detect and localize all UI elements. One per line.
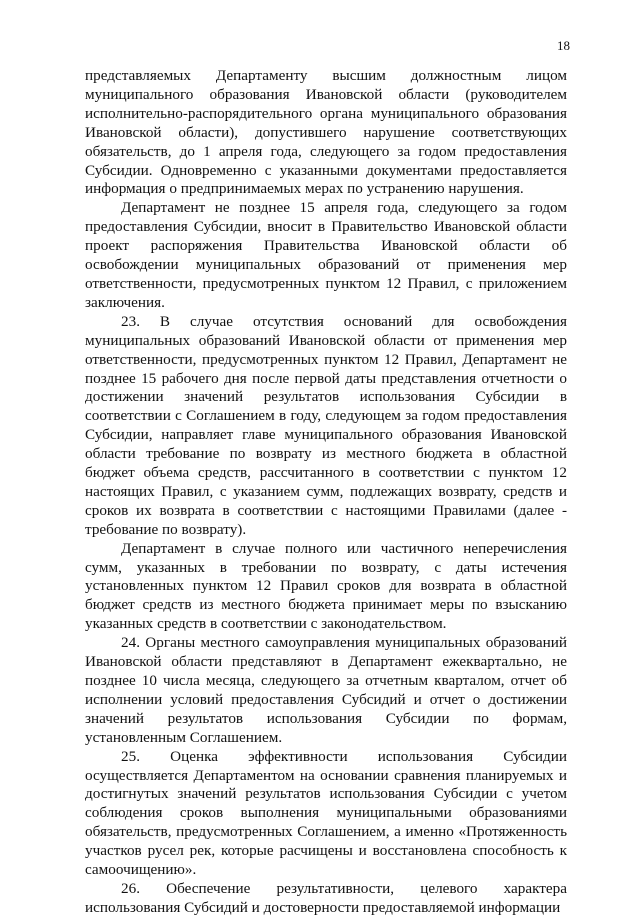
paragraph-continuation: представляемых Департаменту высшим должностным лицом муниципального образования Ивановской области (руководителем исполнительно-распорядительного органа муниципального образования Ивановской области), допустившего нарушение соответствующих обязательств, до 1 апреля года, следующего за годом предоставления Субсидии. Одновременно с указанными документами предоставляется информация о предпринимаемых мерах по устранению нарушения. bbox=[85, 67, 567, 198]
paragraph-item-25: 25. Оценка эффективности использования Субсидии осуществляется Департаментом на основании сравнения планируемых и достигнутых значений результатов использования Субсидии с учетом соблюдения сроков выполнения муниципальными образованиями обязательств, предусмотренных Соглашением, а именно «Протяженность участков русел рек, которые расчищены и восстановлена способность к самоочищению». bbox=[85, 747, 567, 879]
paragraph-department-recovery: Департамент в случае полного или частичного неперечисления сумм, указанных в требовании по возврату, с даты истечения установленных пунктом 12 Правил сроков для возврата в областной бюджет средств из местного бюджета принимает меры по взысканию указанных средств в соответствии с законодательством. bbox=[85, 539, 567, 633]
paragraph-item-23: 23. В случае отсутствия оснований для освобождения муниципальных образований Ивановской области от применения мер ответственности, предусмотренных пунктом 12 Правил, Департамент не позднее 15 рабочего дня после первой даты представления отчетности о достижении значений результатов использования Субсидии в соответствии с Соглашением в году, следующем за годом предоставления Субсидии, направляет главе муниципального образования Ивановской области требование по возврату из местного бюджета в областной бюджет объема средств, рассчитанного в соответствии с пунктом 12 настоящих Правил, с указанием сумм, подлежащих возврату, средств и сроков их возврата в соответствии с настоящими Правилами (далее - требование по возврату). bbox=[85, 312, 567, 538]
paragraph-department-deadline: Департамент не позднее 15 апреля года, следующего за годом предоставления Субсидии, вносит в Правительство Ивановской области проект распоряжения Правительства Ивановской области об освобождении муниципальных образований от применения мер ответственности, предусмотренных пунктом 12 Правил, с приложением заключения. bbox=[85, 199, 567, 311]
paragraph-item-26: 26. Обеспечение результативности, целевого характера использования Субсидий и достоверности предоставляемой информации bbox=[85, 879, 567, 916]
paragraph-item-24: 24. Органы местного самоуправления муниципальных образований Ивановской области представляют в Департамент ежеквартально, не позднее 10 числа месяца, следующего за отчетным кварталом, отчет об исполнении условий предоставления Субсидий и отчет о достижении значений результатов использования Субсидии по формам, установленным Соглашением. bbox=[85, 634, 567, 746]
document-body bbox=[85, 67, 567, 918]
page-number: 18 bbox=[557, 38, 570, 53]
